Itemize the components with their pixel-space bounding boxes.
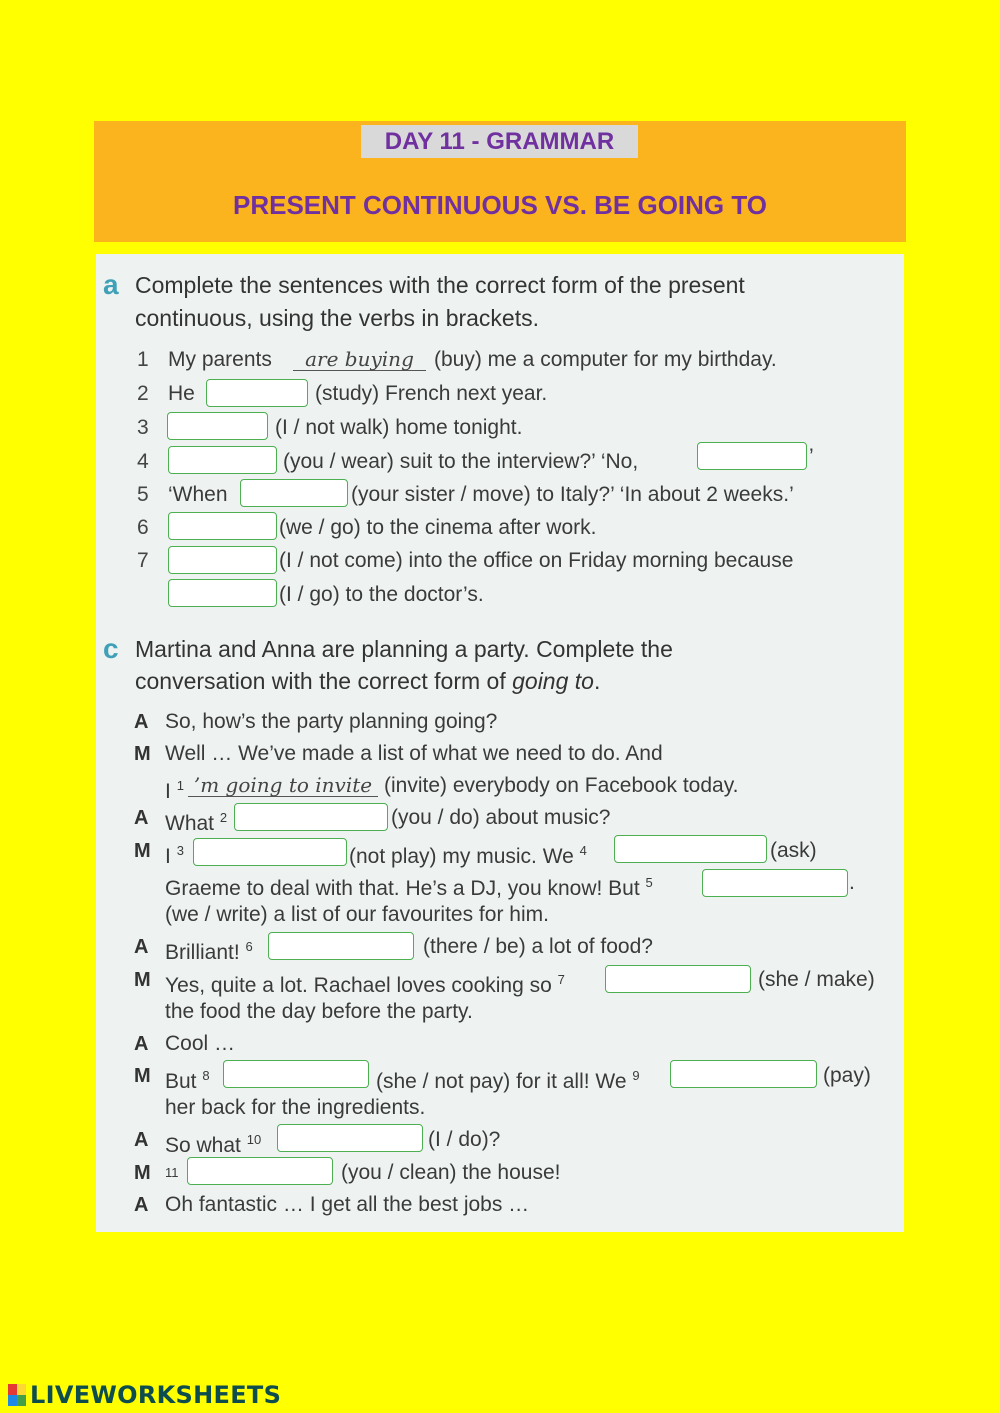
dialogue-line: (we / write) a list of our favourites for him. xyxy=(165,903,549,926)
dialogue-line: I $^1$ xyxy=(165,778,184,803)
logo-text: LIVEWORKSHEETS xyxy=(30,1381,282,1409)
item-number: 5 xyxy=(137,483,149,506)
answer-input[interactable] xyxy=(169,547,276,573)
logo-icon xyxy=(8,1384,26,1406)
dialogue-line: Cool … xyxy=(165,1032,236,1055)
item-text: (I / not come) into the office on Friday morning because xyxy=(279,549,794,572)
dialogue-line: Well … We’ve made a list of what we need to do. And xyxy=(165,742,663,765)
answer-input[interactable] xyxy=(235,804,387,830)
answer-box-c6[interactable] xyxy=(268,932,414,960)
answer-input[interactable] xyxy=(278,1125,422,1151)
answer-box-c5[interactable] xyxy=(702,869,848,897)
dialogue-line: (ask) xyxy=(770,839,817,862)
exercise-c-instruction: Martina and Anna are planning a party. Complete the xyxy=(135,636,673,662)
logo-square xyxy=(17,1384,26,1395)
item-text: (buy) me a computer for my birthday. xyxy=(434,348,777,371)
answer-box-a7[interactable] xyxy=(168,546,277,574)
exercise-a-instruction-2: continuous, using the verbs in brackets. xyxy=(135,305,540,331)
answer-box-c10[interactable] xyxy=(277,1124,423,1152)
speaker-label: A xyxy=(134,936,149,958)
item-text: (I / not walk) home tonight. xyxy=(275,416,523,439)
item-number: 6 xyxy=(137,516,149,539)
dialogue-line: (there / be) a lot of food? xyxy=(423,935,653,958)
answer-input[interactable] xyxy=(241,480,347,506)
example-answer: are buying xyxy=(293,348,426,371)
answer-input[interactable] xyxy=(168,413,267,439)
speaker-label: A xyxy=(134,1033,149,1055)
logo-square xyxy=(17,1395,26,1406)
item-number: 7 xyxy=(137,549,149,572)
speaker-label: M xyxy=(134,840,151,862)
dialogue-line: So what $^{10}$ xyxy=(165,1132,262,1157)
liveworksheets-logo[interactable] xyxy=(8,1382,281,1408)
exercise-a-instruction: Complete the sentences with the correct form of the present xyxy=(135,272,745,298)
answer-input[interactable] xyxy=(224,1061,368,1087)
item-text: (I / go) to the doctor’s. xyxy=(279,583,484,606)
answer-input[interactable] xyxy=(606,966,750,992)
dialogue-line: (you / clean) the house! xyxy=(341,1161,561,1184)
dialogue-line: What $^2$ xyxy=(165,810,228,835)
answer-input[interactable] xyxy=(169,513,276,539)
dialogue-line: (not play) my music. We $^4$ xyxy=(349,843,587,868)
speaker-label: M xyxy=(134,1065,151,1087)
dialogue-line: (she / not pay) for it all! We $^9$ xyxy=(376,1068,640,1093)
answer-box-a5[interactable] xyxy=(240,479,348,507)
dialogue-line: the food the day before the party. xyxy=(165,1000,473,1023)
speaker-label: A xyxy=(134,1129,149,1151)
item-text: He xyxy=(168,382,195,405)
dialogue-line: (invite) everybody on Facebook today. xyxy=(384,774,739,797)
answer-input[interactable] xyxy=(615,836,766,862)
dialogue-line: So, how’s the party planning going? xyxy=(165,710,498,733)
answer-box-a6[interactable] xyxy=(168,512,277,540)
item-number: 2 xyxy=(137,382,149,405)
answer-box-a4[interactable] xyxy=(168,446,277,474)
item-number: 1 xyxy=(137,348,149,371)
answer-box-c2[interactable] xyxy=(234,803,388,831)
item-text: ’ xyxy=(809,445,814,468)
logo-square xyxy=(8,1384,17,1395)
exercise-c-letter: c xyxy=(103,633,119,664)
item-text: (your sister / move) to Italy?’ ‘In about 2 weeks.’ xyxy=(351,483,794,506)
answer-box-c4[interactable] xyxy=(614,835,767,863)
dialogue-line: Brilliant! $^6$ xyxy=(165,939,253,964)
answer-box-c3[interactable] xyxy=(193,838,347,866)
answer-input[interactable] xyxy=(269,933,413,959)
dialogue-line: Yes, quite a lot. Rachael loves cooking so $^7$ xyxy=(165,972,565,997)
example-answer: ’m going to invite xyxy=(188,774,378,797)
answer-input[interactable] xyxy=(703,870,847,896)
dialogue-line: Graeme to deal with that. He’s a DJ, you know! But $^5$ xyxy=(165,875,653,900)
answer-box-a4b[interactable] xyxy=(697,442,807,470)
speaker-label: M xyxy=(134,969,151,991)
logo-square xyxy=(8,1395,17,1406)
dialogue-line: (you / do) about music? xyxy=(391,806,611,829)
dialogue-line: I $^3$ xyxy=(165,843,184,868)
item-text: (you / wear) suit to the interview?’ ‘No, xyxy=(283,450,639,473)
answer-box-a3[interactable] xyxy=(167,412,268,440)
item-text: (we / go) to the cinema after work. xyxy=(279,516,597,539)
speaker-label: M xyxy=(134,1162,151,1184)
item-number: 3 xyxy=(137,416,149,439)
speaker-label: M xyxy=(134,743,151,765)
dialogue-line: . xyxy=(849,871,855,894)
speaker-label: A xyxy=(134,711,149,733)
item-text: (study) French next year. xyxy=(315,382,548,405)
dialogue-line: (I / do)? xyxy=(428,1128,501,1151)
dialogue-line: Oh fantastic … I get all the best jobs … xyxy=(165,1193,530,1216)
answer-input[interactable] xyxy=(207,380,307,406)
answer-box-c8[interactable] xyxy=(223,1060,369,1088)
item-text: ‘When xyxy=(168,483,228,506)
answer-input[interactable] xyxy=(698,443,806,469)
answer-box-c7[interactable] xyxy=(605,965,751,993)
day-title: DAY 11 - GRAMMAR xyxy=(361,125,638,158)
item-number: 4 xyxy=(137,450,149,473)
answer-box-c11[interactable] xyxy=(187,1157,333,1185)
answer-input[interactable] xyxy=(169,580,276,606)
answer-input[interactable] xyxy=(671,1061,816,1087)
answer-box-c9[interactable] xyxy=(670,1060,817,1088)
answer-box-a2[interactable] xyxy=(206,379,308,407)
answer-input[interactable] xyxy=(169,447,276,473)
dialogue-line: 11 xyxy=(165,1165,179,1180)
answer-input[interactable] xyxy=(188,1158,332,1184)
dialogue-line: But $^8$ xyxy=(165,1068,210,1093)
dialogue-line: (pay) xyxy=(823,1064,871,1087)
exercise-a-letter: a xyxy=(103,269,119,300)
speaker-label: A xyxy=(134,807,149,829)
dialogue-line: her back for the ingredients. xyxy=(165,1096,426,1119)
topic-title: PRESENT CONTINUOUS VS. BE GOING TO xyxy=(232,190,768,220)
answer-box-a7b[interactable] xyxy=(168,579,277,607)
answer-input[interactable] xyxy=(194,839,346,865)
dialogue-line: (she / make) xyxy=(758,968,875,991)
speaker-label: A xyxy=(134,1194,149,1216)
item-text: My parents xyxy=(168,348,272,371)
exercise-c-instruction-2: conversation with the correct form of going to. xyxy=(135,668,601,694)
